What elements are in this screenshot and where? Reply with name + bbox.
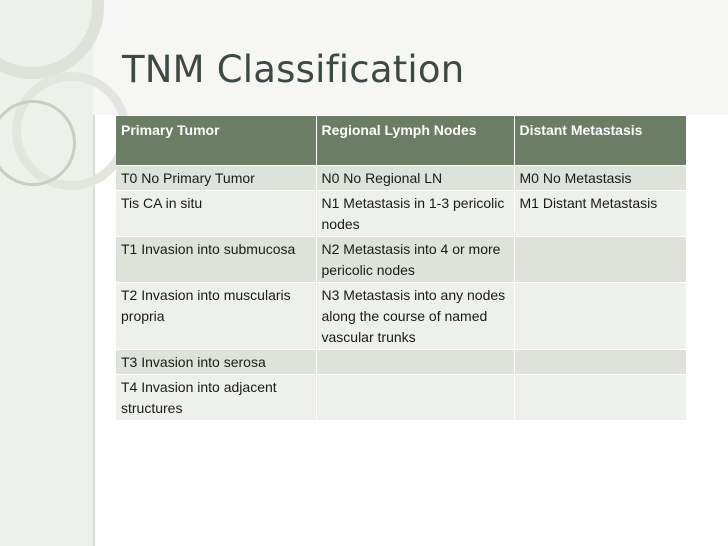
table-row: [116, 166, 686, 191]
table-row: [116, 283, 686, 350]
table-row: [116, 191, 686, 237]
table-cell: [316, 350, 514, 375]
header-distant-metastasis: Distant Metastasis: [514, 116, 686, 166]
table-header-row: [116, 116, 686, 166]
table-cell: [514, 375, 686, 421]
table-cell: [514, 283, 686, 350]
slide-title: TNM Classification: [122, 48, 465, 91]
table-cell: T4 Invasion into adjacent structures: [116, 375, 316, 421]
table-cell: N3 Metastasis into any nodes along the course of named vascular trunks: [316, 283, 514, 350]
table-cell: M1 Distant Metastasis: [514, 191, 686, 237]
table-row: [116, 375, 686, 421]
table-cell: [316, 375, 514, 421]
table-cell: T2 Invasion into muscularis propria: [116, 283, 316, 350]
table-cell: T0 No Primary Tumor: [116, 166, 316, 191]
table-cell: M0 No Metastasis: [514, 166, 686, 191]
table-cell: N0 No Regional LN: [316, 166, 514, 191]
table-cell: T3 Invasion into serosa: [116, 350, 316, 375]
table-row: [116, 350, 686, 375]
table-cell: N1 Metastasis in 1-3 pericolic nodes: [316, 191, 514, 237]
header-regional-lymph-nodes: Regional Lymph Nodes: [316, 116, 514, 166]
table-cell: Tis CA in situ: [116, 191, 316, 237]
table-row: [116, 237, 686, 283]
header-primary-tumor: Primary Tumor: [116, 116, 316, 166]
table-cell: N2 Metastasis into 4 or more pericolic nodes: [316, 237, 514, 283]
tnm-table: [116, 116, 687, 421]
table-cell: T1 Invasion into submucosa: [116, 237, 316, 283]
table-cell: [514, 350, 686, 375]
table-cell: [514, 237, 686, 283]
